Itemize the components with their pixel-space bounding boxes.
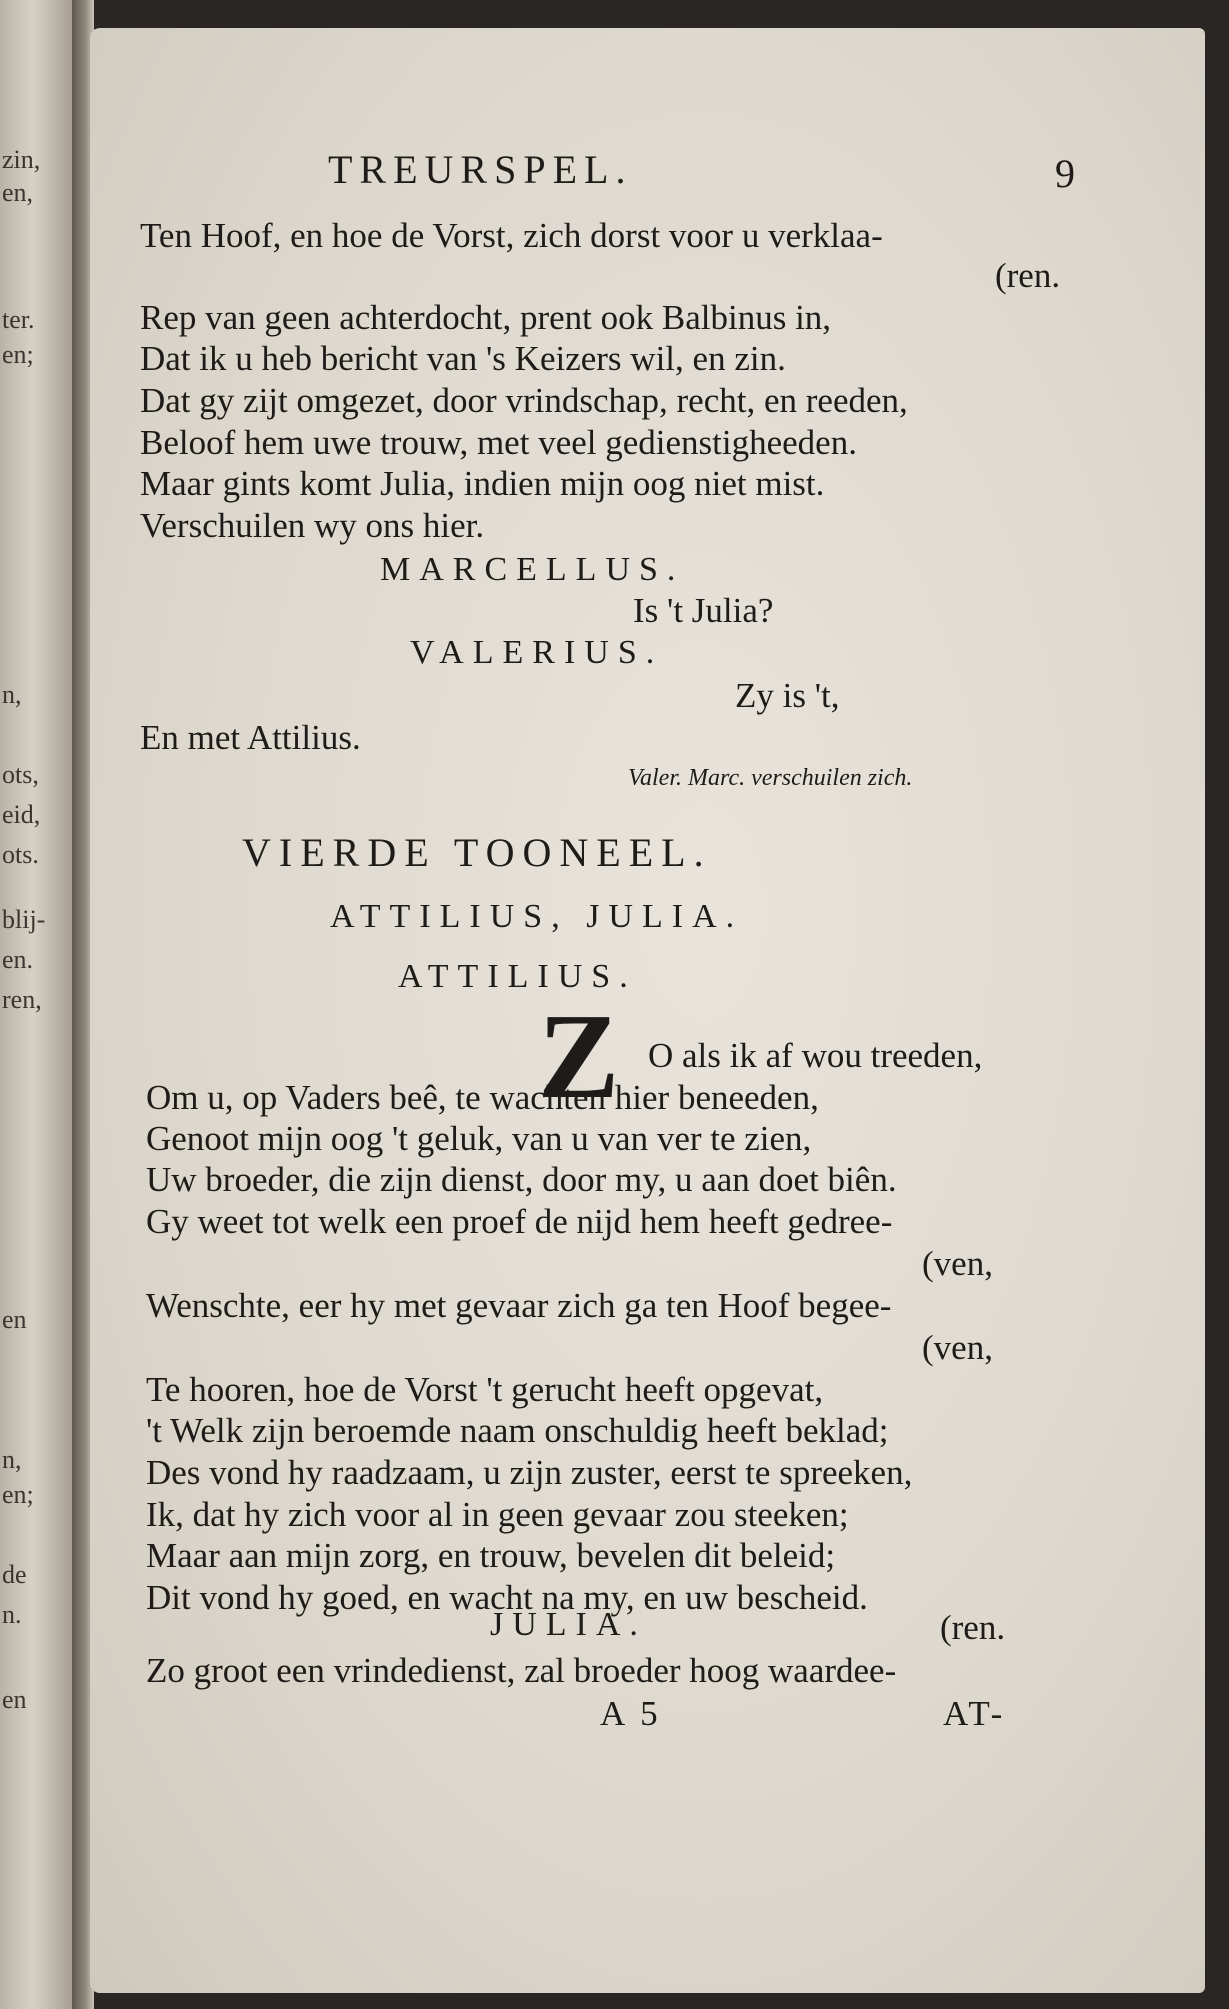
left-fragment: en; <box>2 340 34 369</box>
verse-line: Beloof hem uwe trouw, met veel gedienstigheeden. <box>140 423 857 462</box>
speech-line: Des vond hy raadzaam, u zijn zuster, eerst te spreeken, <box>146 1453 913 1492</box>
left-fragment: en, <box>2 178 34 207</box>
verse-line: Verschuilen wy ons hier. <box>140 506 485 545</box>
left-page-edge <box>0 0 72 2009</box>
left-fragment: eid, <box>2 800 41 829</box>
speech-line: Om u, op Vaders beê, te wachten hier beneeden, <box>146 1078 819 1117</box>
left-fragment: ter. <box>2 305 35 334</box>
speech-line: Ik, dat hy zich voor al in geen gevaar zou steeken; <box>146 1495 849 1534</box>
speaker-name: VALERIUS. <box>410 634 664 671</box>
verse-line: Maar gints komt Julia, indien mijn oog niet mist. <box>140 464 825 503</box>
left-fragment: en; <box>2 1480 34 1509</box>
page-number: 9 <box>1055 151 1075 196</box>
left-fragment: en <box>2 1305 27 1334</box>
turnover: (ren. <box>995 256 1061 295</box>
catchword: AT- <box>943 1694 1007 1733</box>
verse-line: Rep van geen achterdocht, prent ook Balbinus in, <box>140 298 832 337</box>
speech-line: Maar aan mijn zorg, en trouw, bevelen dit beleid; <box>146 1536 836 1575</box>
speech-line: Uw broeder, die zijn dienst, door my, u aan doet biên. <box>146 1160 897 1199</box>
scene-persons: ATTILIUS, JULIA. <box>330 898 744 935</box>
left-fragment: n. <box>2 1600 22 1629</box>
turnover: (ren. <box>940 1608 1006 1647</box>
speech-line: Dit vond hy goed, en wacht na my, en uw bescheid. <box>146 1578 868 1617</box>
left-fragment: en <box>2 1685 27 1714</box>
left-fragment: n, <box>2 680 22 709</box>
left-fragment: ren, <box>2 985 42 1014</box>
verse-line: Ten Hoof, en hoe de Vorst, zich dorst voor u verklaa- <box>140 216 883 255</box>
left-fragment: blij- <box>2 905 46 934</box>
left-fragment: en. <box>2 945 34 974</box>
left-fragment: ots. <box>2 840 39 869</box>
speaker-name: MARCELLUS. <box>380 551 685 588</box>
speech-line: 't Welk zijn beroemde naam onschuldig heeft beklad; <box>146 1411 889 1450</box>
speech-line: En met Attilius. <box>140 718 361 757</box>
speech-line: Zo groot een vrindedienst, zal broeder hoog waardee- <box>146 1651 897 1690</box>
left-fragment: ots, <box>2 760 39 789</box>
signature-mark: A 5 <box>600 1694 662 1733</box>
speech-line: Is 't Julia? <box>633 591 774 630</box>
left-fragment: n, <box>2 1445 22 1474</box>
turnover: (ven, <box>922 1328 993 1367</box>
speech-line: Te hooren, hoe de Vorst 't gerucht heeft opgevat, <box>146 1370 824 1409</box>
drop-capital: Z <box>538 989 620 1124</box>
book-page <box>90 28 1205 1993</box>
turnover: (ven, <box>922 1244 993 1283</box>
left-fragment: de <box>2 1560 27 1589</box>
scene-title: VIERDE TOONEEL. <box>242 830 712 875</box>
speech-line: Wenschte, eer hy met gevaar zich ga ten Hoof begee- <box>146 1286 892 1325</box>
speech-line: Gy weet tot welk een proef de nijd hem heeft gedree- <box>146 1202 893 1241</box>
speech-line: Genoot mijn oog 't geluk, van u van ver te zien, <box>146 1119 812 1158</box>
speaker-name: ATTILIUS. <box>398 958 637 995</box>
running-title: TREURSPEL. <box>328 147 633 192</box>
verse-line: Dat gy zijt omgezet, door vrindschap, recht, en reeden, <box>140 381 908 420</box>
verse-line: Dat ik u heb bericht van 's Keizers wil, en zin. <box>140 339 786 378</box>
speaker-name: JULIA. <box>490 1606 647 1643</box>
left-fragment: zin, <box>2 145 41 174</box>
stage-direction: Valer. Marc. verschuilen zich. <box>628 765 913 791</box>
speech-line: Zy is 't, <box>735 676 840 715</box>
speech-line: O als ik af wou treeden, <box>648 1036 983 1075</box>
